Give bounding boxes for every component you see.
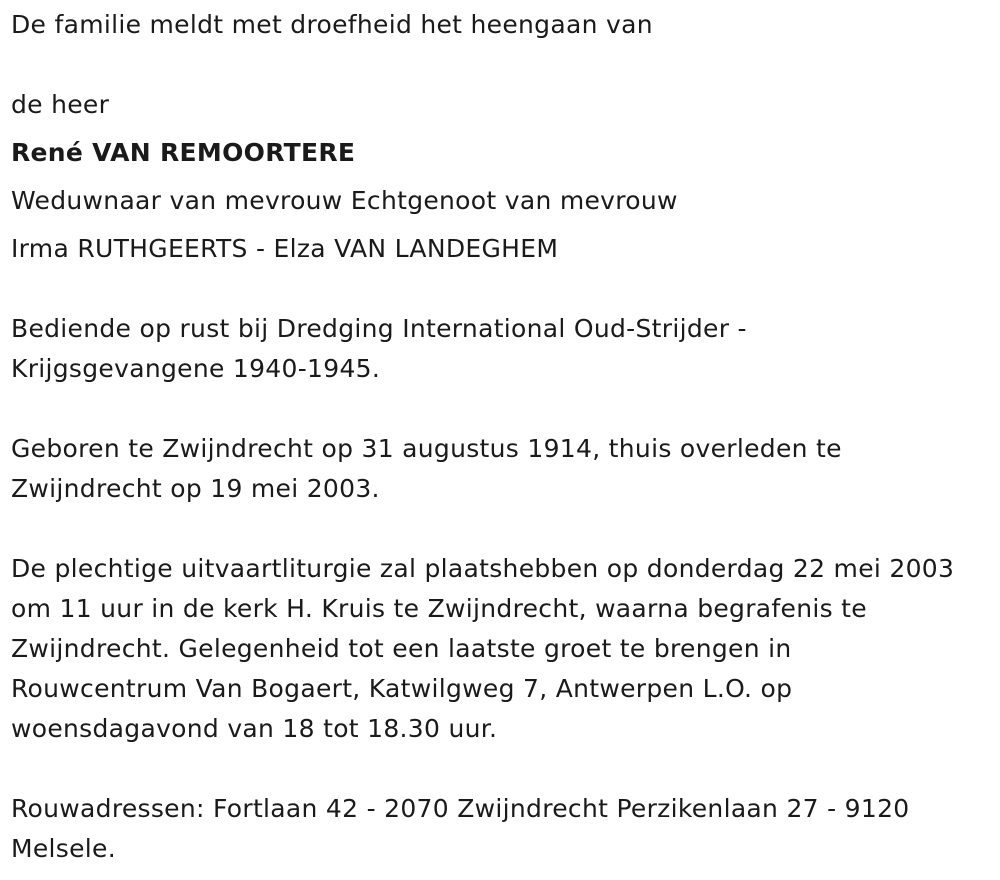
career-line: Bediende op rust bij Dredging International Oud-Strijder - <box>11 314 747 343</box>
announcement-text: De familie meldt met droefheid het heengaan van <box>11 10 653 39</box>
funeral-line: De plechtige uitvaartliturgie zal plaatshebben op donderdag 22 mei 2003 <box>11 554 955 583</box>
birth-death-paragraph <box>11 429 996 509</box>
relation-line: Weduwnaar van mevrouw Echtgenoot van mevrouw <box>11 186 678 215</box>
funeral-paragraph <box>11 549 996 749</box>
funeral-line: Zwijndrecht. Gelegenheid tot een laatste groet te brengen in <box>11 634 792 663</box>
address-line: Rouwadressen: Fortlaan 42 - 2070 Zwijndrecht Perzikenlaan 27 - 9120 <box>11 794 910 823</box>
spouse-names: Irma RUTHGEERTS - Elza VAN LANDEGHEM <box>11 234 559 263</box>
career-line: Krijgsgevangene 1940-1945. <box>11 354 381 383</box>
birth-death-line: Zwijndrecht op 19 mei 2003. <box>11 474 380 503</box>
deceased-name: René VAN REMOORTERE <box>11 138 356 167</box>
mourning-addresses-paragraph <box>11 789 996 869</box>
address-line: Melsele. <box>11 834 116 863</box>
birth-death-line: Geboren te Zwijndrecht op 31 augustus 1914, thuis overleden te <box>11 434 842 463</box>
funeral-line: om 11 uur in de kerk H. Kruis te Zwijndrecht, waarna begrafenis te <box>11 594 867 623</box>
honorific-title: de heer <box>11 90 110 119</box>
funeral-line: woensdagavond van 18 tot 18.30 uur. <box>11 714 498 743</box>
career-paragraph <box>11 309 996 389</box>
funeral-line: Rouwcentrum Van Bogaert, Katwilgweg 7, Antwerpen L.O. op <box>11 674 793 703</box>
